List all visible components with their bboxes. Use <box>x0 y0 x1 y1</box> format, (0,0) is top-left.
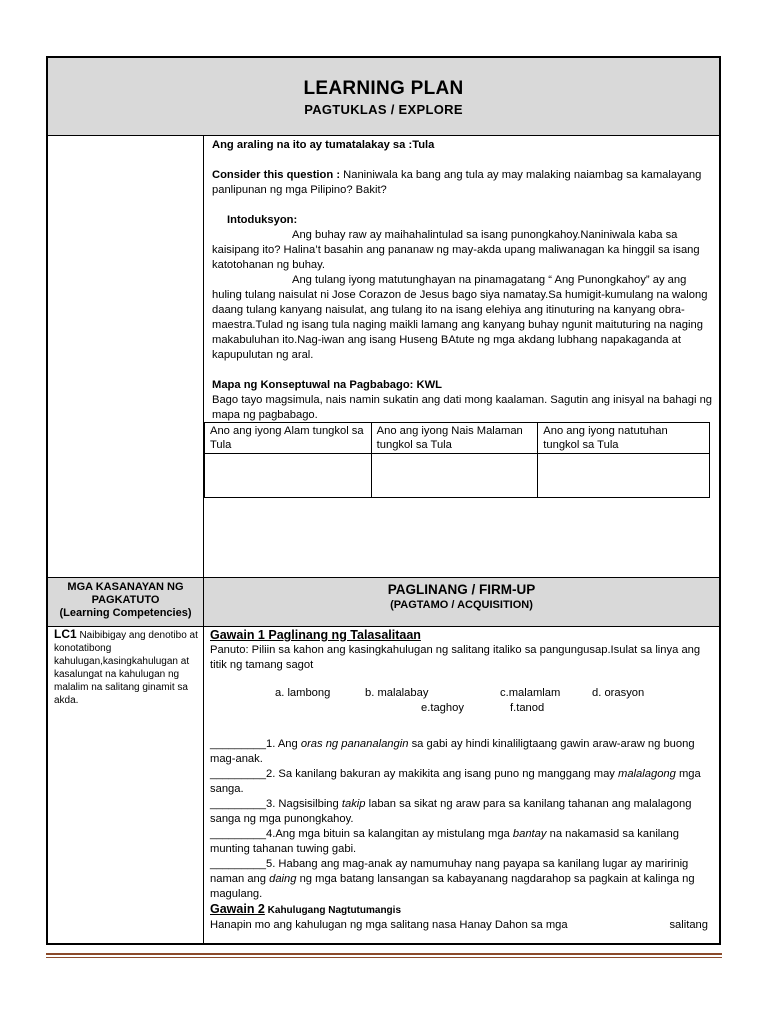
map-instructions: Bago tayo magsimula, nais namin sukatin ang dati mong kaalaman. Sagutin ang inisyal na bahagi ng mapa ng pagbabago. <box>212 394 713 421</box>
gawain1-items <box>210 737 718 902</box>
gawain2-title: Gawain 2 <box>210 902 265 916</box>
firmup-subtitle: (PAGTAMO / ACQUISITION) <box>390 599 533 611</box>
item-3-pre: _________3. Nagsisilbing <box>210 798 342 810</box>
firmup-heading <box>204 582 719 611</box>
firmup-section <box>210 628 718 933</box>
plan-header <box>48 58 719 136</box>
kwl-cell-want[interactable] <box>371 454 538 498</box>
learning-plan-frame <box>46 56 721 945</box>
item-3-post: laban sa sikat ng araw para sa kanilang tahanan ang malalagong sanga ng mga punongkahoy. <box>210 798 692 825</box>
item-1-post: sa gabi ay hindi kinaliligtaang gawin araw-araw ng buong mag-anak. <box>210 738 695 765</box>
column-divider <box>203 136 204 943</box>
firmup-title: PAGLINANG / FIRM-UP <box>387 582 536 597</box>
choice-b: b. malalabay <box>365 687 429 699</box>
item-5-italic: daing <box>269 873 297 885</box>
topic-line: Ang araling na ito ay tumatalakay sa :Tula <box>212 139 435 151</box>
page-subtitle: PAGTUKLAS / EXPLORE <box>304 102 463 117</box>
kwl-header-want: Ano ang iyong Nais Malaman tungkol sa Tula <box>371 423 538 454</box>
competencies-title: MGA KASANAYAN NG PAGKATUTO <box>67 581 184 606</box>
footer-rule-thick <box>46 953 722 955</box>
learning-competency-1 <box>54 628 202 707</box>
page-title: LEARNING PLAN <box>303 78 464 99</box>
intro-paragraph-1: Ang buhay raw ay maihahalintulad sa isang punongkahoy.Naniniwala kaba sa kaisipang ito? Halina’t basahin ang pananaw ng may-akda upang maliwanagan ka hinggil sa isang katotohanan ng buhay. <box>212 229 700 271</box>
competencies-subtitle: (Learning Competencies) <box>59 607 192 619</box>
item-4-pre: _________4.Ang mga bituin sa kalangitan ay mistulang mga <box>210 828 513 840</box>
item-5-post: ng mga batang lansangan sa kabayanang nagdarahop sa pagkain at kalinga ng magulang. <box>210 873 695 900</box>
section-band <box>48 577 719 627</box>
gawain2-subtitle: Kahulugang Nagtutumangis <box>264 905 401 916</box>
kwl-cell-know[interactable] <box>205 454 372 498</box>
question-label: Consider this question : <box>212 169 341 181</box>
choice-a: a. lambong <box>275 687 331 699</box>
item-5-pre: _________5. Habang ang mag-anak ay namumuhay nang payapa sa kanilang lugar ay maririnig naman ang <box>210 858 689 885</box>
gawain1-title: Gawain 1 Paglinang ng Talasalitaan <box>210 628 421 642</box>
item-4-post: na nakamasid sa kanilang munting tahanan tuwing gabi. <box>210 828 679 855</box>
item-3 <box>210 797 718 827</box>
gawain2-text-end: salitang <box>669 919 708 931</box>
gawain2-text-main: Hanapin mo ang kahulugan ng mga salitang nasa Hanay Dahon sa mga <box>210 919 568 931</box>
choice-f: f.tanod <box>510 702 545 714</box>
choice-c: c.malamlam <box>500 687 561 699</box>
kwl-table <box>204 422 710 498</box>
intro-heading: Intoduksyon: <box>227 214 298 226</box>
item-2-pre: _________2. Sa kanilang bakuran ay makikita ang isang puno ng manggang may <box>210 768 619 780</box>
item-1-italic: oras ng pananalangin <box>300 738 409 750</box>
choices-box <box>210 686 718 720</box>
item-4 <box>210 827 718 857</box>
kwl-cell-learned[interactable] <box>538 454 710 498</box>
competencies-heading <box>48 578 203 626</box>
question-paragraph <box>212 168 714 198</box>
explore-section <box>212 138 714 423</box>
intro-paragraph-2: Ang tulang iyong matutunghayan na pinamagatang “ Ang Punongkahoy” ay ang huling tulang naisulat ni Jose Corazon de Jesus bago siya namatay.Sa humigit-kumulang na walong daang tulang kanyang naisulat, ang tulang ito na isang elehiya ang itinuturing na kanyang obra-maestra.Tulad ng isang tula naging maikli lamang ang kanyang buhay ngunit maituturing na naging makabuluhan ito.Nag-iwan ang isang Huseng BAtute ng mga akdang lubhang napakaganda at kapupulutan ng aral. <box>212 274 708 361</box>
lc1-tag: LC1 <box>54 627 77 641</box>
gawain2-heading <box>210 902 718 918</box>
item-2-post: mga sanga. <box>210 768 701 795</box>
item-2 <box>210 767 718 797</box>
item-4-italic: bantay <box>512 828 547 840</box>
map-heading: Mapa ng Konseptuwal na Pagbabago: KWL <box>212 379 442 391</box>
question-text: Naniniwala ka bang ang tula ay may malaking naiambag sa kamalayang panlipunan ng mga Pilipino? Bakit? <box>212 169 702 196</box>
item-3-italic: takip <box>341 798 366 810</box>
item-1-pre: _________1. Ang <box>210 738 301 750</box>
choice-d: d. orasyon <box>592 687 645 699</box>
footer-rule-thin <box>46 957 722 958</box>
item-1 <box>210 737 718 767</box>
kwl-header-know: Ano ang iyong Alam tungkol sa Tula <box>205 423 372 454</box>
choice-e: e.taghoy <box>421 702 464 714</box>
gawain2-text <box>210 918 718 933</box>
item-5 <box>210 857 718 902</box>
item-2-italic: malalagong <box>618 768 676 780</box>
gawain1-panuto: Panuto: Piliin sa kahon ang kasingkahulugan ng salitang italiko sa pangungusap.Isulat sa linya ang titik ng tamang sagot <box>210 644 701 671</box>
kwl-header-learned: Ano ang iyong natutuhan tungkol sa Tula <box>538 423 710 454</box>
lc1-text: Naibibigay ang denotibo at konotatibong kahulugan,kasingkahulugan at kasalungat na kahulugan ng malalim na salitang ginamit sa akda. <box>54 630 198 706</box>
